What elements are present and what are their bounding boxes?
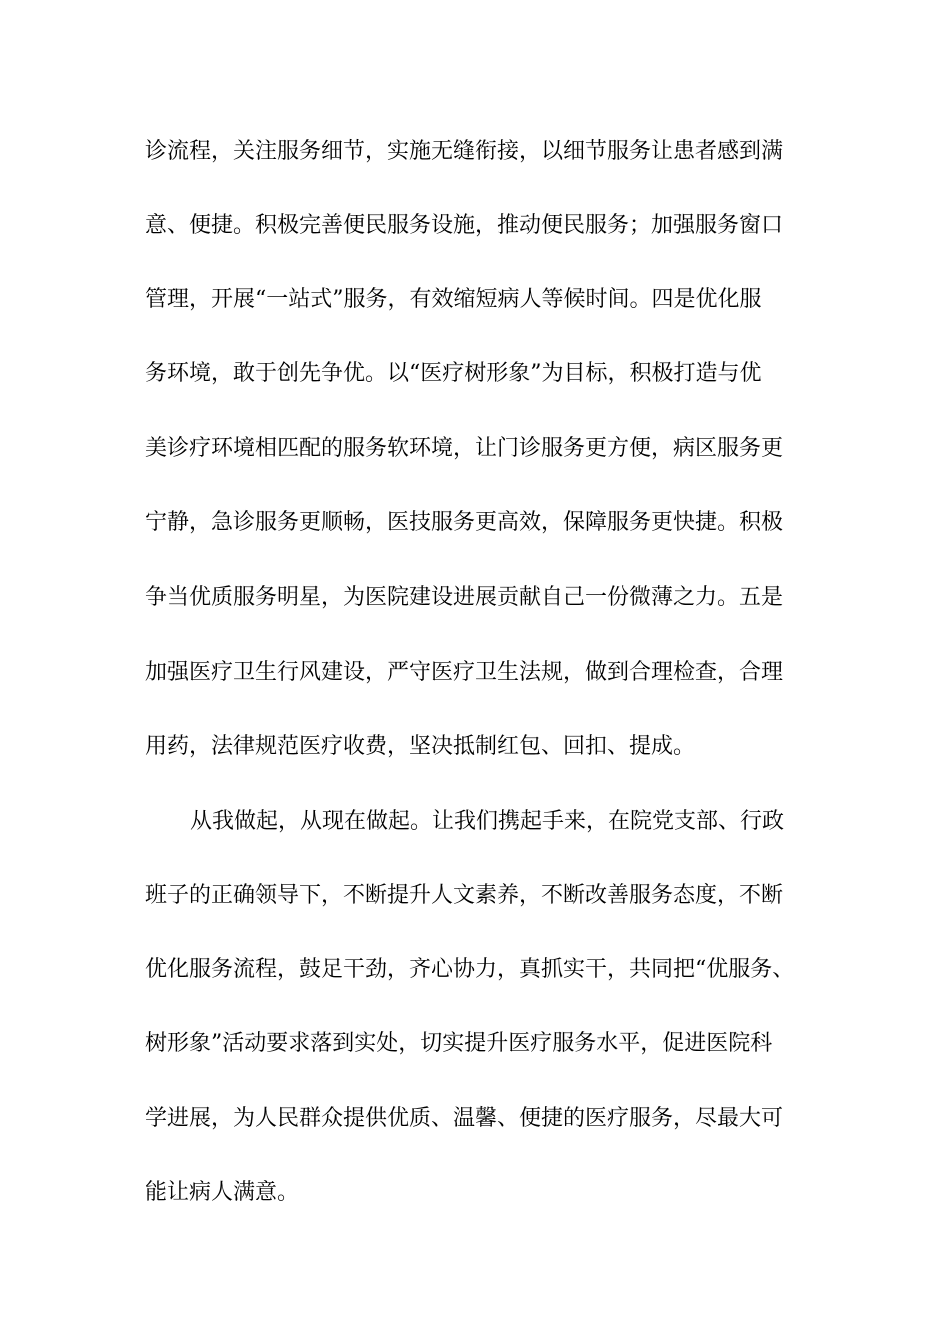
paragraph-2-line-2: 班子的正确领导下，不断提升人文素养，不断改善服务态度，不断	[145, 883, 784, 908]
paragraph-1-line-7: 争当优质服务明星，为医院建设进展贡献自己一份微薄之力。五是	[145, 585, 784, 610]
paragraph-1-line-5: 美诊疗环境相匹配的服务软环境，让门诊服务更方便，病区服务更	[145, 436, 784, 461]
paragraph-2-line-4: 树形象”活动要求落到实处，切实提升医疗服务水平，促进医院科	[145, 1031, 773, 1056]
paragraph-1-line-8: 加强医疗卫生行风建设，严守医疗卫生法规，做到合理检查，合理	[145, 660, 784, 685]
paragraph-1-line-1: 诊流程，关注服务细节，实施无缝衔接，以细节服务让患者感到满	[145, 139, 784, 164]
paragraph-2-line-6: 能让病人满意。	[145, 1180, 300, 1205]
paragraph-1-line-9: 用药，法律规范医疗收费，坚决抵制红包、回扣、提成。	[145, 734, 696, 759]
paragraph-1-line-2: 意、便捷。积极完善便民服务设施，推动便民服务；加强服务窗口	[145, 213, 784, 238]
paragraph-2-line-1: 从我做起，从现在做起。让我们携起手来，在院党支部、行政	[190, 809, 785, 834]
paragraph-1-line-3: 管理，开展“一站式”服务，有效缩短病人等候时间。四是优化服	[145, 287, 762, 312]
paragraph-2-line-3: 优化服务流程，鼓足干劲，齐心协力，真抓实干，共同把“优服务、	[145, 957, 795, 982]
paragraph-1-line-4: 务环境，敢于创先争优。以“医疗树形象”为目标，积极打造与优	[145, 361, 762, 386]
paragraph-1-line-6: 宁静，急诊服务更顺畅，医技服务更高效，保障服务更快捷。积极	[145, 510, 784, 535]
paragraph-2-line-5: 学进展，为人民群众提供优质、温馨、便捷的医疗服务，尽最大可	[145, 1106, 784, 1131]
